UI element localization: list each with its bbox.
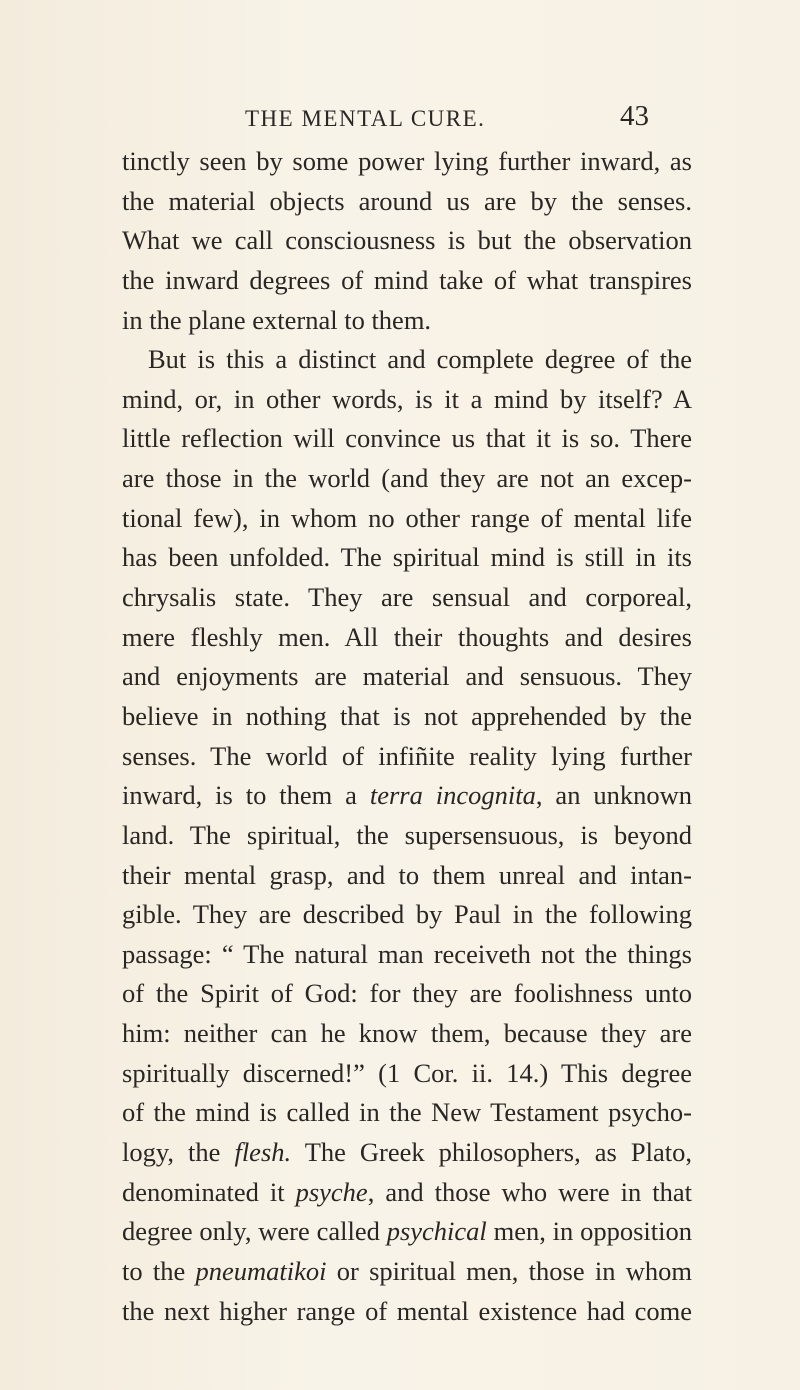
text-line: little reflection will convince us that it is so. There [122, 423, 692, 454]
text-segment: logy, the [122, 1137, 235, 1168]
text-line [122, 776, 692, 816]
text-line: and enjoyments are material and sensuous. They [122, 661, 692, 692]
text-line: the material objects around us are by the senses. [122, 185, 692, 216]
text-line: has been unfolded. The spiritual mind is still in its [122, 542, 692, 573]
text-line: tinctly seen by some power lying further inward, as [122, 146, 692, 176]
text-line: in the plane external to them. [122, 304, 432, 335]
italic-term: terra incognita [369, 780, 536, 811]
text-segment: , an unknown [535, 780, 692, 811]
text-line: tional few), in whom no other range of mental life [122, 502, 692, 533]
text-line [122, 1252, 692, 1292]
text-line: of the Spirit of God: for they are foolishness unto [122, 978, 692, 1009]
text-line: mere fleshly men. All their thoughts and desires [122, 621, 692, 652]
text-segment: men, in opposition [486, 1216, 692, 1247]
text-line: spiritually discerned!” (1 Cor. ii. 14.) This degree [122, 1057, 692, 1088]
text-line: chrysalis state. They are sensual and corporeal, [122, 582, 692, 613]
page-number: 43 [620, 100, 649, 132]
italic-term: psychical [386, 1216, 487, 1247]
text-line: gible. They are described by Paul in the following [122, 899, 692, 930]
text-line: of the mind is called in the New Testament psycho- [122, 1097, 692, 1128]
text-line: are those in the world (and they are not an excep- [122, 463, 692, 494]
text-line: land. The spiritual, the supersensuous, is beyond [122, 819, 692, 850]
running-title: THE MENTAL CURE. [245, 106, 486, 131]
text-line: passage: “ The natural man receiveth not the things [122, 938, 692, 969]
text-segment: to the [122, 1255, 196, 1286]
text-segment: inward, is to them a [122, 780, 370, 811]
text-line [122, 1212, 692, 1252]
italic-term: flesh. [234, 1137, 292, 1168]
text-segment: degree only, were called [122, 1216, 387, 1247]
italic-term: psyche [295, 1176, 368, 1207]
text-line [122, 1173, 692, 1213]
text-segment: The Greek philosophers, as Plato, [291, 1137, 692, 1168]
text-line: mind, or, in other words, is it a mind by itself? A [122, 383, 692, 414]
text-line: him: neither can he know them, because they are [122, 1018, 692, 1049]
text-segment: or spiritual men, those in whom [326, 1255, 692, 1286]
text-line: What we call consciousness is but the observation [122, 225, 692, 256]
text-segment: denominated it [122, 1176, 296, 1207]
italic-term: pneumatikoi [195, 1255, 327, 1286]
text-segment: , and those who were in that [367, 1176, 692, 1207]
text-line: believe in nothing that is not apprehended by the [122, 700, 692, 731]
text-line: senses. The world of infiñite reality lying further [122, 740, 692, 771]
text-line: their mental grasp, and to them unreal and intan- [122, 859, 692, 890]
text-line: But is this a distinct and complete degree of the [148, 344, 692, 375]
text-line: the inward degrees of mind take of what transpires [122, 264, 692, 295]
text-line [122, 1133, 692, 1173]
text-line: the next higher range of mental existence had come [122, 1295, 692, 1326]
body-text [122, 142, 692, 1331]
running-head [0, 96, 800, 136]
